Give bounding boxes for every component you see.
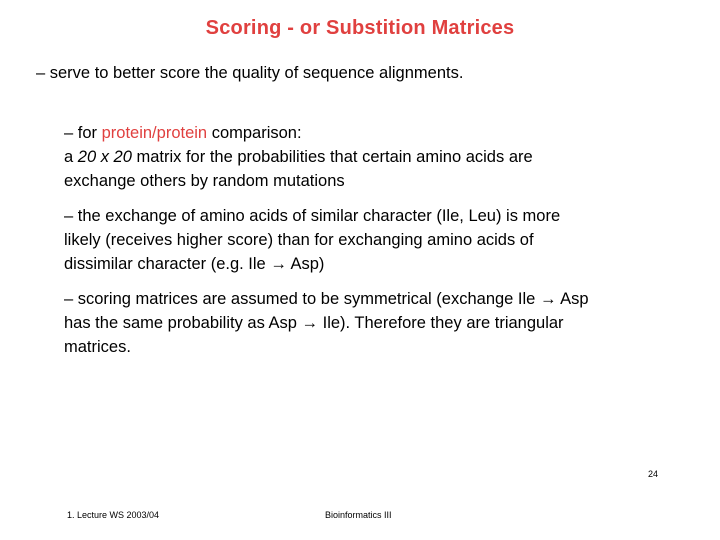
paragraph-line (64, 121, 684, 145)
footer-lecture: 1. Lecture WS 2003/04 (67, 510, 160, 520)
similar-character-paragraph (64, 204, 684, 276)
paragraph-line: – scoring matrices are assumed to be symmetrical (exchange Ile → Asp (64, 290, 589, 308)
paragraph-line: – the exchange of amino acids of similar character (Ile, Leu) is more (64, 207, 561, 225)
text-prefix: – for (64, 124, 102, 142)
highlight-term: protein/protein (101, 124, 208, 142)
paragraph-line: likely (receives higher score) than for exchanging amino acids of (64, 231, 534, 249)
text-fragment: a (64, 148, 78, 166)
text-rest: comparison: (207, 124, 302, 142)
intro-line: – serve to better score the quality of sequence alignments. (36, 64, 464, 82)
slide-title: Scoring - or Substition Matrices (205, 17, 515, 39)
paragraph-line (64, 145, 684, 169)
page-number: 24 (648, 469, 659, 479)
symmetry-paragraph (64, 287, 684, 359)
matrix-size: 20 x 20 (77, 148, 132, 166)
paragraph-line: has the same probability as Asp → Ile). Therefore they are triangular (64, 314, 564, 332)
protein-comparison-paragraph (64, 121, 684, 193)
footer-course: Bioinformatics III (325, 510, 392, 520)
paragraph-line: dissimilar character (e.g. Ile → Asp) (64, 255, 325, 273)
paragraph-line: matrices. (64, 338, 131, 356)
text-fragment: matrix for the probabilities that certain amino acids are (131, 148, 533, 166)
paragraph-line: exchange others by random mutations (64, 172, 345, 190)
